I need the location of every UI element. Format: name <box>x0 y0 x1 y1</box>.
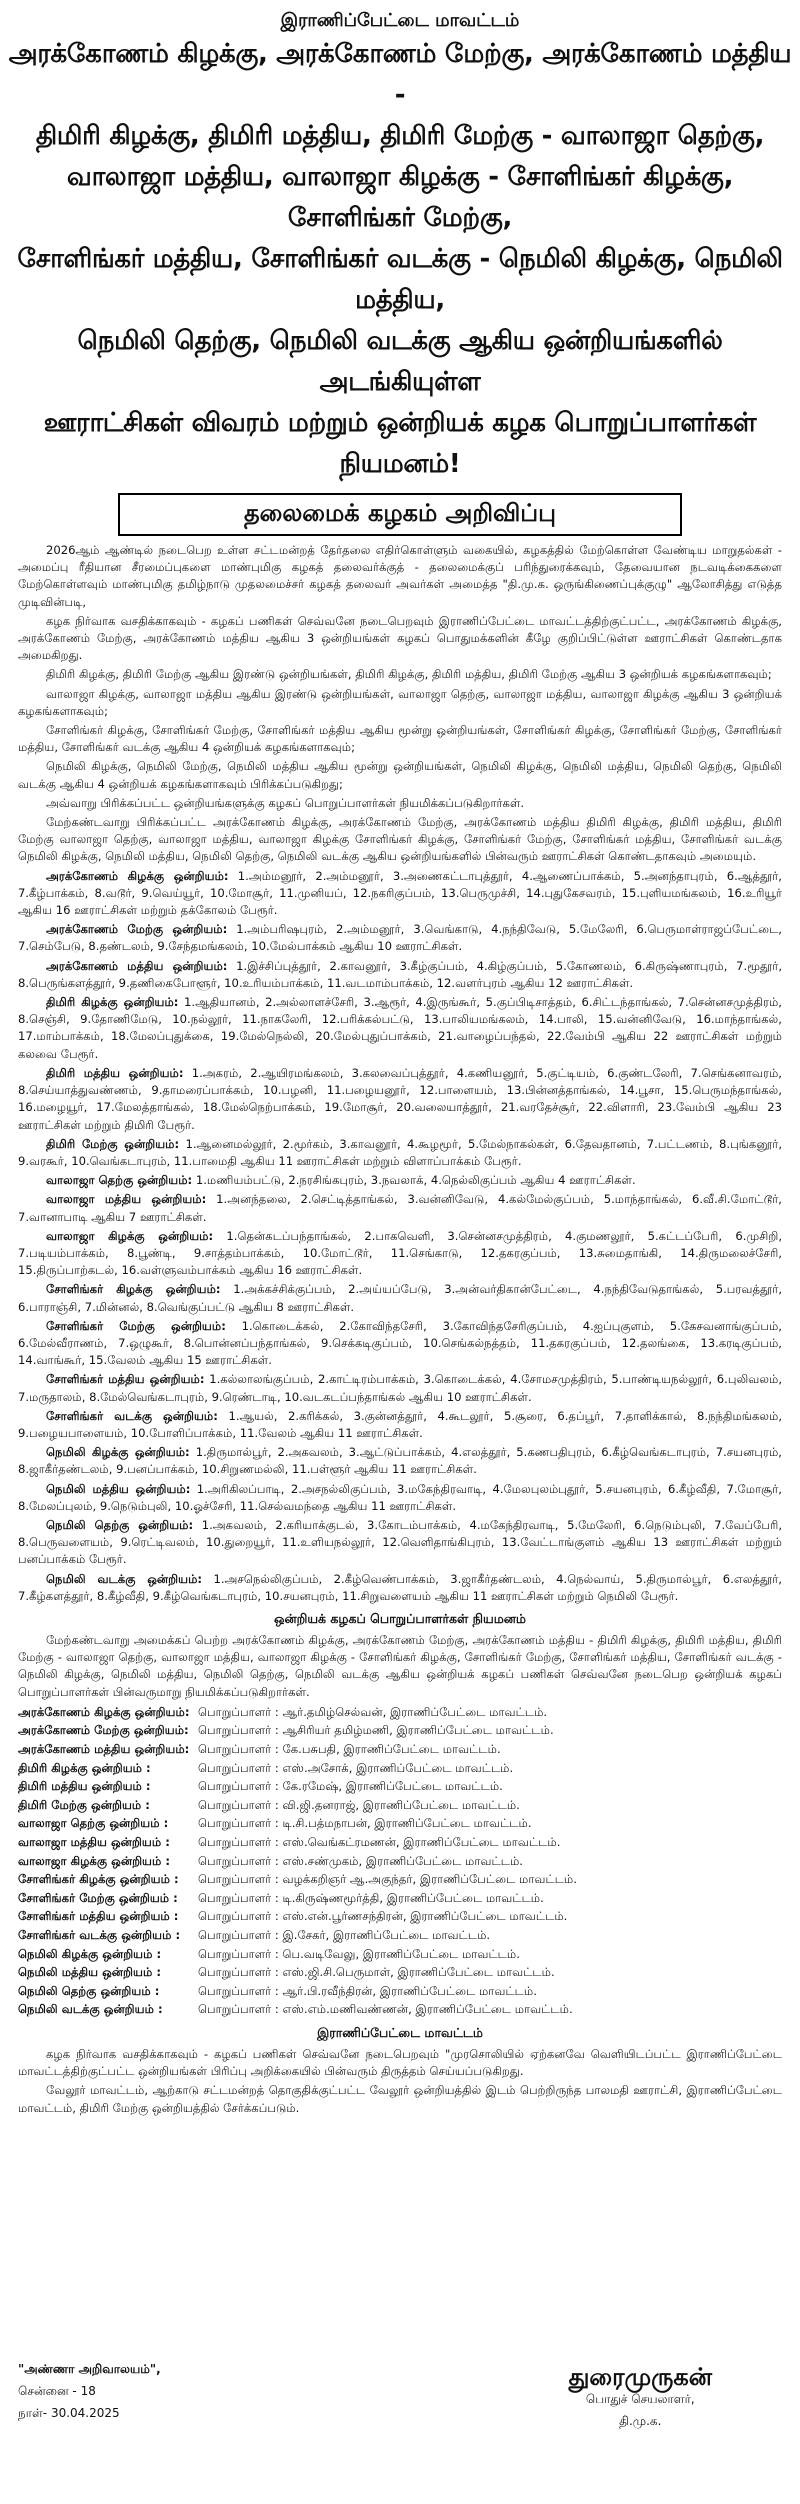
union-label: சோளிங்கர் மேற்கு ஒன்றியம் : <box>18 1890 178 1905</box>
notice-title: தலைமைக் கழகம் அறிவிப்பு <box>118 493 682 536</box>
union-label: சோளிங்கர் மத்திய ஒன்றியம் : <box>18 1909 179 1924</box>
union-villages: 1.அம்மனூர், 2.அம்மனூர், 3.அணைகட்டாபுத்தூர், 4.ஆணைப்பாக்கம், 5.அனந்தாபுரம், 6.ஆத்தூர், 7.கீழ்பாக்கம், 8.வடூர், 9.வெய்யூர், 10.மோசூர், 11.முனியப், 12.நகரிகுப்பம், 13.பெருமுச்சி, 14.புதுகேசவரம், 15.புளியமங்கலம், 16.உரியூர் ஆகிய 16 ஊராட்சிகள் மற்றும் தக்கோலம் பேரூர். <box>18 868 782 918</box>
union-label: நெமிலி மத்திய ஒன்றியம் : <box>18 1965 161 1980</box>
appointment-row <box>18 1777 782 1796</box>
union-name: சோளிங்கர் மத்திய ஒன்றியம்: <box>46 1372 205 1387</box>
intro-paragraph: சோளிங்கர் கிழக்கு, சோளிங்கர் மேற்கு, சோளிங்கர் மத்திய ஆகிய மூன்று ஒன்றியங்கள், சோளிங்கர் கிழக்கு, சோளிங்கர் மேற்கு, சோளிங்கர் மத்திய, சோளிங்கர் வடக்கு ஆகிய 4 ஒன்றியக் கழகங்களாகவும்; <box>18 723 782 755</box>
person: பொறுப்பாளர் : எஸ்.ஜி.சி.பெருமாள், இராணிப்பேட்டை மாவட்டம். <box>198 1965 555 1980</box>
union-villages: 1.கல்லாலங்குப்பம், 2.காட்டிரம்பாக்கம், 3.கொடைக்கல், 4.சோமசமுத்திரம், 5.பாண்டியநல்லூர், 6.புலிவலம், 7.மருதாலம், 8.மேல்வெங்கடாபுரம், 9.ரெண்டாடி, 10.வடகடப்பந்தாங்கல் ஆகிய 10 ஊராட்சிகள். <box>18 1372 783 1404</box>
union-name: நெமிலி தெற்கு ஒன்றியம்: <box>46 1517 194 1532</box>
headline-block <box>8 34 792 485</box>
person: பொறுப்பாளர் : இ.சேகர், இராணிப்பேட்டை மாவட்டம். <box>198 1927 491 1942</box>
appointment-row <box>18 1759 782 1778</box>
closing-paragraph: கழக நிர்வாக வசதிக்காகவும் - கழகப் பணிகள் செவ்வனே நடைபெறவும் "முரசொலியில் ஏற்கனவே வெளியிடப்பட்ட இராணிப்பேட்டை மாவட்டத்திற்குட்பட்ட ஒன்றியங்கள் பிரிப்பு அறிக்கையில் பின்வரும் திருத்தம் செய்யப்படுகிறது. <box>18 2046 782 2079</box>
union-entry <box>18 1444 782 1478</box>
union-name: அரக்கோணம் மேற்கு ஒன்றியம்: <box>46 922 228 937</box>
union-label: நெமிலி கிழக்கு ஒன்றியம் : <box>18 1946 162 1961</box>
union-villages: 1.அசநெல்லிகுப்பம், 2.கீழ்வெண்பாக்கம், 3.ஜாகீர்தண்டலம், 4.நெல்வாய், 5.திருமால்பூர், 6.எலத்தூர், 7.கீழ்களத்தூர், 8.கீழ்வீதி, 9.கீழ்வெங்கடாபுரம், 10.சயனபுரம், 11.சிறுவளையம் ஆகிய 11 ஊராட்சிகள் மற்றும் நெமிலி பேரூர். <box>18 1571 782 1603</box>
union-entry <box>18 1172 782 1189</box>
headline-line: சோளிங்கர் மத்திய, சோளிங்கர் வடக்கு - நெமிலி கிழக்கு, நெமிலி மத்திய, <box>17 244 783 315</box>
district-heading-2: இராணிப்பேட்டை மாவட்டம் <box>317 2024 483 2040</box>
intro-paragraph: வாலாஜா கிழக்கு, வாலாஜா மத்திய ஆகிய இரண்டு ஒன்றியங்கள், வாலாஜா தெற்கு, வாலாஜா மத்திய, வாலாஜா கிழக்கு ஆகிய 3 ஒன்றியக் கழகங்களாகவும்; <box>18 686 782 718</box>
union-villages: 1.அகரம், 2.ஆயிரமங்கலம், 3.கலவைப்புத்தூர், 4.கணியனூர், 5.குட்டியம், 6.குண்டலேரி, 7.செங்கனாவரம், 8.செய்யாத்துவண்ணம், 9.தாமரைப்பாக்கம், 10.பழனி, 11.பழையனூர், 12.பாளையம், 13.பின்னத்தாங்கல், 14.பூசா, 15.பெருமந்தாங்கல், 16.மழையூர், 17.மேலத்தாங்கல், 18.மேல்நெற்பாக்கம், 19.மோசூர், 20.வலையாத்தூர், 21.வரதேச்சூர், 22.விளாரி, 23.வேம்பி ஆகிய 23 ஊராட்சிகள் மற்றும் திமிரி பேரூர். <box>18 1065 782 1132</box>
headline-line: ஊராட்சிகள் விவரம் மற்றும் ஒன்றியக் கழக பொறுப்பாளர்கள் நியமனம்! <box>43 408 757 479</box>
union-entry <box>18 1318 782 1370</box>
union-entry <box>18 1136 782 1170</box>
headline-line: திமிரி கிழக்கு, திமிரி மத்திய, திமிரி மேற்கு - வாலாஜா தெற்கு, <box>35 121 765 151</box>
union-name: வாலாஜா மத்திய ஒன்றியம்: <box>46 1192 207 1207</box>
person: பொறுப்பாளர் : வழக்கறிஞர் ஆ.அகுந்தர், இராணிப்பேட்டை மாவட்டம். <box>198 1872 577 1887</box>
intro-paragraph: 2026ஆம் ஆண்டில் நடைபெற உள்ள சட்டமன்றத் தேர்தலை எதிர்கொள்ளும் வகையில், கழகத்தில் மேற்கொள்ள வேண்டிய மாறுதல்கள் - அமைப்பு ரீதியான சீரமைப்புகளை மாண்புமிகு கழகத் தலைவர்க்குத் - தலைமைக்குப் பரிந்துரைக்கவும், தேவையான நடவடிக்கைகளை மேற்கொள்ளவும் மாண்புமிகு தமிழ்நாடு முதலமைச்சர் கழகத் தலைவர் அவர்கள் அமைத்த "தி.மு.க. ஒருங்கிணைப்புக்குழு" ஆலோசித்து எடுத்த முடிவின்படி, <box>18 543 782 609</box>
union-villages: 1.அக்கச்சிக்குப்பம், 2.அய்யப்பேடு, 3.அன்வர்திகான்பேட்டை, 4.நந்திவேடுதாங்கல், 5.பரவத்தூர், 6.பாராஞ்சி, 7.மின்னல், 8.வெங்குப்பட்டு ஆகிய 8 ஊராட்சிகள். <box>18 1282 783 1314</box>
appointments-intro-block <box>8 1632 792 1701</box>
person: பொறுப்பாளர் : எஸ்.என்.பூர்ணசந்திரன், இராணிப்பேட்டை மாவட்டம். <box>198 1909 568 1924</box>
appointment-row <box>18 1870 782 1889</box>
person: பொறுப்பாளர் : பெ.வடிவேலு, இராணிப்பேட்டை மாவட்டம். <box>198 1946 520 1961</box>
person: பொறுப்பாளர் : எஸ்.வெங்கட்ரமணன், இராணிப்பேட்டை மாவட்டம். <box>198 1834 561 1849</box>
union-entry <box>18 1065 782 1134</box>
city: சென்னை - 18 <box>18 2384 96 2398</box>
appointments-intro: மேற்கண்டவாறு அமைக்கப் பெற்ற அரக்கோணம் கிழக்கு, அரக்கோணம் மேற்கு, அரக்கோணம் மத்திய - திமிரி கிழக்கு, திமிரி மத்திய, திமிரி மேற்கு - வாலாஜா தெற்கு, வாலாஜா மத்திய, வாலாஜா கிழக்கு - சோளிங்கர் கிழக்கு, சோளிங்கர் மேற்கு, சோளிங்கர் மத்திய, சோளிங்கர் வடக்கு - நெமிலி கிழக்கு, நெமிலி மத்திய, நெமிலி தெற்கு, நெமிலி வடக்கு ஆகிய ஒன்றியக் கழகப் பணிகள் செவ்வனே நடைபெற ஒன்றியக் கழகப் பொறுப்பாளர்கள் பின்வருமாறு நியமிக்கப்படுகிறார்கள். <box>18 1632 782 1699</box>
union-name: அரக்கோணம் கிழக்கு ஒன்றியம்: <box>46 868 229 883</box>
person: பொறுப்பாளர் : கே.ரமேஷ், இராணிப்பேட்டை மாவட்டம். <box>198 1779 503 1794</box>
union-villages: 1.திருமால்பூர், 2.அகவலம், 3.ஆட்டுப்பாக்கம், 4.எலத்தூர், 5.கணபதிபுரம், 6.கீழ்வெங்கடாபுரம், 7.சயனபுரம், 8.ஜாகீர்தண்டலம், 9.பனப்பாக்கம், 10.சிறுணமல்லி, 11.பள்ளூர் ஆகிய 11 ஊராட்சிகள். <box>18 1445 782 1477</box>
union-name: நெமிலி கிழக்கு ஒன்றியம்: <box>46 1445 190 1460</box>
appointments-title: ஒன்றியக் கழகப் பொறுப்பாளர்கள் நியமனம் <box>273 1610 526 1626</box>
union-name: நெமிலி வடக்கு ஒன்றியம்: <box>46 1571 203 1586</box>
intro-section <box>8 542 792 866</box>
union-villages: 1.தென்கடப்பந்தாங்கல், 2.பாகவெளி, 3.சென்னசமுத்திரம், 4.குமணலூர், 5.கட்டப்பேரி, 6.முசிறி, 7.படியம்பாக்கம், 8.பூண்டி, 9.சாத்தம்பாக்கம், 10.மோட்டூர், 11.செங்காடு, 12.தகரகுப்பம், 13.சுமைதாங்கி, 14.திருமலைச்சேரி, 15.திருப்பாற்கடல், 16.வள்ளுவம்பாக்கம் ஆகிய 16 ஊராட்சிகள். <box>18 1228 783 1278</box>
person: பொறுப்பாளர் : எஸ்.அசோக், இராணிப்பேட்டை மாவட்டம். <box>198 1760 514 1775</box>
union-label: வாலாஜா மத்திய ஒன்றியம் : <box>18 1834 170 1849</box>
person: பொறுப்பாளர் : டி.சி.பத்மநாபன், இராணிப்பேட்டை மாவட்டம். <box>198 1816 532 1831</box>
union-name: வாலாஜா கிழக்கு ஒன்றியம்: <box>46 1228 214 1243</box>
person: பொறுப்பாளர் : ஆர்.தமிழ்செல்வன், இராணிப்பேட்டை மாவட்டம். <box>198 1704 548 1719</box>
unions-section <box>8 868 792 1605</box>
footer-left <box>18 2358 161 2424</box>
person: பொறுப்பாளர் : ஆசிரியர் தமிழ்மணி, இராணிப்பேட்டை மாவட்டம். <box>198 1723 554 1738</box>
union-name: அரக்கோணம் மத்திய ஒன்றியம்: <box>46 958 228 973</box>
union-villages: 1.இச்சிப்புத்தூர், 2.காவனூர், 3.கீழ்குப்பம், 4.கிழ்குப்பம், 5.கோணலம், 6.கிருஷ்ணாபுரம், 7.மூதூர், 8.பெருங்களத்தூர், 9.தணிகைபோளூர், 10.உரியம்பாக்கம், 11.வடமாம்பாக்கம், 12.வளர்புரம் ஆகிய 12 ஊராட்சிகள். <box>18 958 783 990</box>
person: பொறுப்பாளர் : எஸ்.சண்முகம், இராணிப்பேட்டை மாவட்டம். <box>198 1853 523 1868</box>
union-entry <box>18 1408 782 1442</box>
party: தி.மு.க. <box>619 2414 662 2428</box>
headline-line: வாலாஜா மத்திய, வாலாஜா கிழக்கு - சோளிங்கர் கிழக்கு, சோளிங்கர் மேற்கு, <box>66 162 734 233</box>
appointment-row <box>18 1963 782 1982</box>
date: நாள்- 30.04.2025 <box>18 2406 120 2420</box>
union-name: சோளிங்கர் வடக்கு ஒன்றியம்: <box>46 1408 218 1423</box>
person: பொறுப்பாளர் : டி.கிருஷ்ணமூர்த்தி, இராணிப்பேட்டை மாவட்டம். <box>198 1890 544 1905</box>
union-label: சோளிங்கர் கிழக்கு ஒன்றியம் : <box>18 1872 179 1887</box>
intro-paragraph: அவ்வாறு பிரிக்கப்பட்ட ஒன்றியங்களுக்கு கழகப் பொறுப்பாளர்கள் நியமிக்கப்படுகிறார்கள். <box>46 795 525 810</box>
appointment-row <box>18 2000 782 2019</box>
union-label: அரக்கோணம் கிழக்கு ஒன்றியம்: <box>18 1704 190 1719</box>
appointments-list <box>8 1703 792 2019</box>
appointment-row <box>18 1945 782 1964</box>
union-entry <box>18 1191 782 1225</box>
union-entry <box>18 1281 782 1315</box>
closing-section <box>8 2046 792 2117</box>
union-entry <box>18 958 782 992</box>
union-entry <box>18 1228 782 1280</box>
notice-page <box>8 8 792 2488</box>
appointment-row <box>18 1982 782 2001</box>
union-villages: 1.அகவலம், 2.கரியாக்குடல், 3.கோடம்பாக்கம், 4.மகேந்திரவாடி, 5.மேலேரி, 6.நெடும்புலி, 7.வேப்பேரி, 8.பெருவளையம், 9.ரெட்டிவலம், 10.துறையூர், 11.உளியநல்லூர், 12.வெளிதாங்கிபுரம், 13.வேட்டாங்குளம் ஆகிய 13 ஊராட்சிகள் மற்றும் பனப்பாக்கம் பேரூர். <box>18 1517 782 1567</box>
union-entry <box>18 1571 782 1605</box>
closing-paragraph: வேலூர் மாவட்டம், ஆற்காடு சட்டமன்றத் தொகுதிக்குட்பட்ட வேலூர் ஒன்றியத்தில் இடம் பெற்றிருந்த பாலமதி ஊராட்சி, இராணிப்பேட்டை மாவட்டம், திமிரி மேற்கு ஒன்றியத்தில் சேர்க்கப்படும். <box>18 2083 782 2115</box>
signature: துரைமுருகன் <box>568 2363 712 2391</box>
person: பொறுப்பாளர் : ஆர்.பி.ரவீந்திரன், இராணிப்பேட்டை மாவட்டம். <box>198 1983 537 1998</box>
union-label: நெமிலி தெற்கு ஒன்றியம் : <box>18 1983 160 1998</box>
union-entry <box>18 1517 782 1569</box>
union-villages: 1.அம்பரிஷபுரம், 2.அம்மனூர், 3.வெங்காடு, 4.நந்திவேடு, 5.மேலேரி, 6.பெருமாள்ராஜப்பேட்டை, 7.செம்பேடு, 8.தண்டலம், 9.சேந்தமங்கலம், 10.மேல்பாக்கம் ஆகிய 10 ஊராட்சிகள். <box>18 922 782 954</box>
intro-paragraph: நெமிலி கிழக்கு, நெமிலி மேற்கு, நெமிலி மத்திய ஆகிய மூன்று ஒன்றியங்கள், நெமிலி கிழக்கு, நெமிலி மத்திய, நெமிலி தெற்கு, நெமிலி வடக்கு ஆகிய 4 ஒன்றியக் கழகங்களாகவும் பிரிக்கப்படுகிறது; <box>18 759 782 791</box>
union-label: அரக்கோணம் மேற்கு ஒன்றியம்: <box>18 1723 189 1738</box>
union-name: திமிரி கிழக்கு ஒன்றியம்: <box>46 995 179 1010</box>
union-label: நெமிலி வடக்கு ஒன்றியம் : <box>18 2002 163 2017</box>
headline-line: நெமிலி தெற்கு, நெமிலி வடக்கு ஆகிய ஒன்றியங்களில் அடங்கியுள்ள <box>77 326 723 397</box>
union-entry <box>18 994 782 1063</box>
appointment-row <box>18 1814 782 1833</box>
appointment-row <box>18 1796 782 1815</box>
union-name: சோளிங்கர் மேற்கு ஒன்றியம்: <box>46 1318 226 1333</box>
appointment-row <box>18 1721 782 1740</box>
union-label: வாலாஜா தெற்கு ஒன்றியம் : <box>18 1816 169 1831</box>
union-villages: 1.ஆயல், 2.கரிக்கல், 3.குன்னத்தூர், 4.கூடலூர், 5.சூரை, 6.தப்பூர், 7.தாளிக்கால், 8.நந்திமங்கலம், 9.பழையபாளையம், 10.போளிப்பாக்கம், 11.வேலம் ஆகிய 11 ஊராட்சிகள். <box>18 1408 782 1440</box>
union-label: சோளிங்கர் வடக்கு ஒன்றியம் : <box>18 1927 181 1942</box>
union-name: நெமிலி மத்திய ஒன்றியம்: <box>46 1481 191 1496</box>
union-label: திமிரி கிழக்கு ஒன்றியம் : <box>18 1760 151 1775</box>
union-villages: 1.அரிகிலப்பாடி, 2.அசநல்லிகுப்பம், 3.மகேந்திரவாடி, 4.மேலபுலம்புதூர், 5.சயனபுரம், 6.கீழ்வீதி, 7.மோசூர், 8.மேலப்புலம், 9.நெடும்புலி, 10.ஓச்சேரி, 11.செல்வமந்தை ஆகிய 11 ஊராட்சிகள். <box>18 1481 782 1513</box>
person: பொறுப்பாளர் : எஸ்.எம்.மணிவண்ணன், இராணிப்பேட்டை மாவட்டம். <box>198 2002 573 2017</box>
union-entry <box>18 1371 782 1405</box>
union-name: திமிரி மத்திய ஒன்றியம்: <box>46 1065 184 1080</box>
appointment-row <box>18 1907 782 1926</box>
place-name: "அண்ணா அறிவாலயம்", <box>18 2362 161 2376</box>
union-label: திமிரி மத்திய ஒன்றியம் : <box>18 1779 151 1794</box>
union-name: வாலாஜா தெற்கு ஒன்றியம்: <box>46 1173 193 1188</box>
union-label: திமிரி மேற்கு ஒன்றியம் : <box>18 1797 150 1812</box>
footer-right <box>568 2363 712 2432</box>
union-villages: 1.ஆனைமல்லூர், 2.மூர்கம், 3.காவனூர், 4.கூழமூர், 5.மேல்நாகல்கள், 6.தேவதானம், 7.பட்டணம், 8.புங்கனூர், 9.வரகூர், 10.வெங்கடாபுரம், 11.பாமைதி ஆகிய 11 ஊராட்சிகள் மற்றும் விளாப்பாக்கம் பேரூர். <box>18 1136 783 1168</box>
union-label: அரக்கோணம் மத்திய ஒன்றியம்: <box>18 1741 190 1756</box>
person: பொறுப்பாளர் : வி.ஜி.தனராஜ், இராணிப்பேட்டை மாவட்டம். <box>198 1797 520 1812</box>
union-entry <box>18 1481 782 1515</box>
designation: பொதுச் செயலாளர், <box>585 2392 695 2406</box>
intro-paragraph: திமிரி கிழக்கு, திமிரி மேற்கு ஆகிய இரண்டு ஒன்றியங்கள், திமிரி கிழக்கு, திமிரி மத்திய, திமிரி மேற்கு ஆகிய 3 ஒன்றியக் கழகங்களாகவும்; <box>46 667 772 682</box>
appointment-row <box>18 1926 782 1945</box>
union-villages: 1.மணியம்பட்டு, 2.நரசிங்கபுரம், 3.நவலாக், 4.நெல்லிகுப்பம் ஆகிய 4 ஊராட்சிகள். <box>195 1173 636 1188</box>
appointment-row <box>18 1703 782 1722</box>
union-entry <box>18 868 782 920</box>
district-heading: இராணிப்பேட்டை மாவட்டம் <box>280 10 520 31</box>
union-villages: 1.அனந்தலை, 2.செட்டித்தாங்கல், 3.வன்னிவேடு, 4.கல்மேல்குப்பம், 5.மாந்தாங்கல், 6.வீ.சி.மோட்டூர், 7.வானாபாடி ஆகிய 7 ஊராட்சிகள். <box>18 1192 782 1224</box>
appointment-row <box>18 1852 782 1871</box>
intro-paragraph: கழக நிர்வாக வசதிக்காகவும் - கழகப் பணிகள் செவ்வனே நடைபெறவும் இராணிப்பேட்டை மாவட்டத்திற்குட்பட்ட, அரக்கோணம் கிழக்கு, அரக்கோணம் மேற்கு, அரக்கோணம் மத்திய ஆகிய 3 ஒன்றியங்கள் கழகப் பொதுமக்களின் கீழே குறிப்பிட்டுள்ள ஊராட்சிகள் கொண்டதாக அமைகிறது. <box>18 613 782 663</box>
intro-paragraph: மேற்கண்டவாறு பிரிக்கப்பட்ட அரக்கோணம் கிழக்கு, அரக்கோணம் மேற்கு, அரக்கோணம் மத்திய திமிரி கிழக்கு, திமிரி மத்திய, திமிரி மேற்கு வாலாஜா தெற்கு, வாலாஜா மத்திய, வாலாஜா கிழக்கு சோளிங்கர் கிழக்கு, சோளிங்கர் மேற்கு, சோளிங்கர் மத்திய, சோளிங்கர் வடக்கு நெமிலி கிழக்கு, நெமிலி மத்திய, நெமிலி தெற்கு, நெமிலி வடக்கு ஆகிய ஒன்றியங்களில் பின்வரும் ஊராட்சிகள் கொண்டதாகவும் அமையும். <box>18 815 782 864</box>
union-villages: 1.கொடைக்கல், 2.கோவிந்தசேரி, 3.கோவிந்தசேரிகுப்பம், 4.ஐப்புகுளம், 5.கேசவனாங்குப்பம், 6.மேல்வீராணம், 7.ஒழுகூர், 8.பொன்னப்பந்தாங்கல், 9.செக்கடிகுப்பம், 10.செங்கல்நத்தம், 11.தகரகுப்பம், 12.தலங்கை, 13.கரடிகுப்பம், 14.வாங்கூர், 15.வேலம் ஆகிய 15 ஊராட்சிகள். <box>18 1318 782 1368</box>
union-name: திமிரி மேற்கு ஒன்றியம்: <box>46 1136 180 1151</box>
union-villages: 1.ஆதியானம், 2.அல்லாளச்சேரி, 3.ஆரூர், 4.இருங்கூர், 5.குப்பிடிசாத்தம், 6.சிட்டந்தாங்கல், 7.சென்னசமுத்திரம், 8.செஞ்சி, 9.தோணிமேடு, 10.நல்லூர், 11.நாகலேரி, 12.பரிக்கல்பட்டு, 13.பாலியமங்கலம், 14.பாலி, 15.வன்னிவேடு, 16.மாந்தாங்கல், 17.மாம்பாக்கம், 18.மேலப்புதுக்கை, 19.மேல்நெல்லி, 20.மேல்புதுப்பாக்கம், 21.வாழைப்பந்தல், 22.வேம்பி ஆகிய 22 ஊராட்சிகள் மற்றும் கலவை பேரூர். <box>18 995 782 1061</box>
union-label: வாலாஜா கிழக்கு ஒன்றியம் : <box>18 1853 170 1868</box>
appointment-row <box>18 1833 782 1852</box>
union-entry <box>18 921 782 955</box>
appointment-row <box>18 1889 782 1908</box>
appointment-row <box>18 1740 782 1759</box>
headline-line: அரக்கோணம் கிழக்கு, அரக்கோணம் மேற்கு, அரக்கோணம் மத்திய - <box>8 39 792 110</box>
person: பொறுப்பாளர் : கே.பசுபதி, இராணிப்பேட்டை மாவட்டம். <box>198 1741 501 1756</box>
union-name: சோளிங்கர் கிழக்கு ஒன்றியம்: <box>46 1282 221 1297</box>
